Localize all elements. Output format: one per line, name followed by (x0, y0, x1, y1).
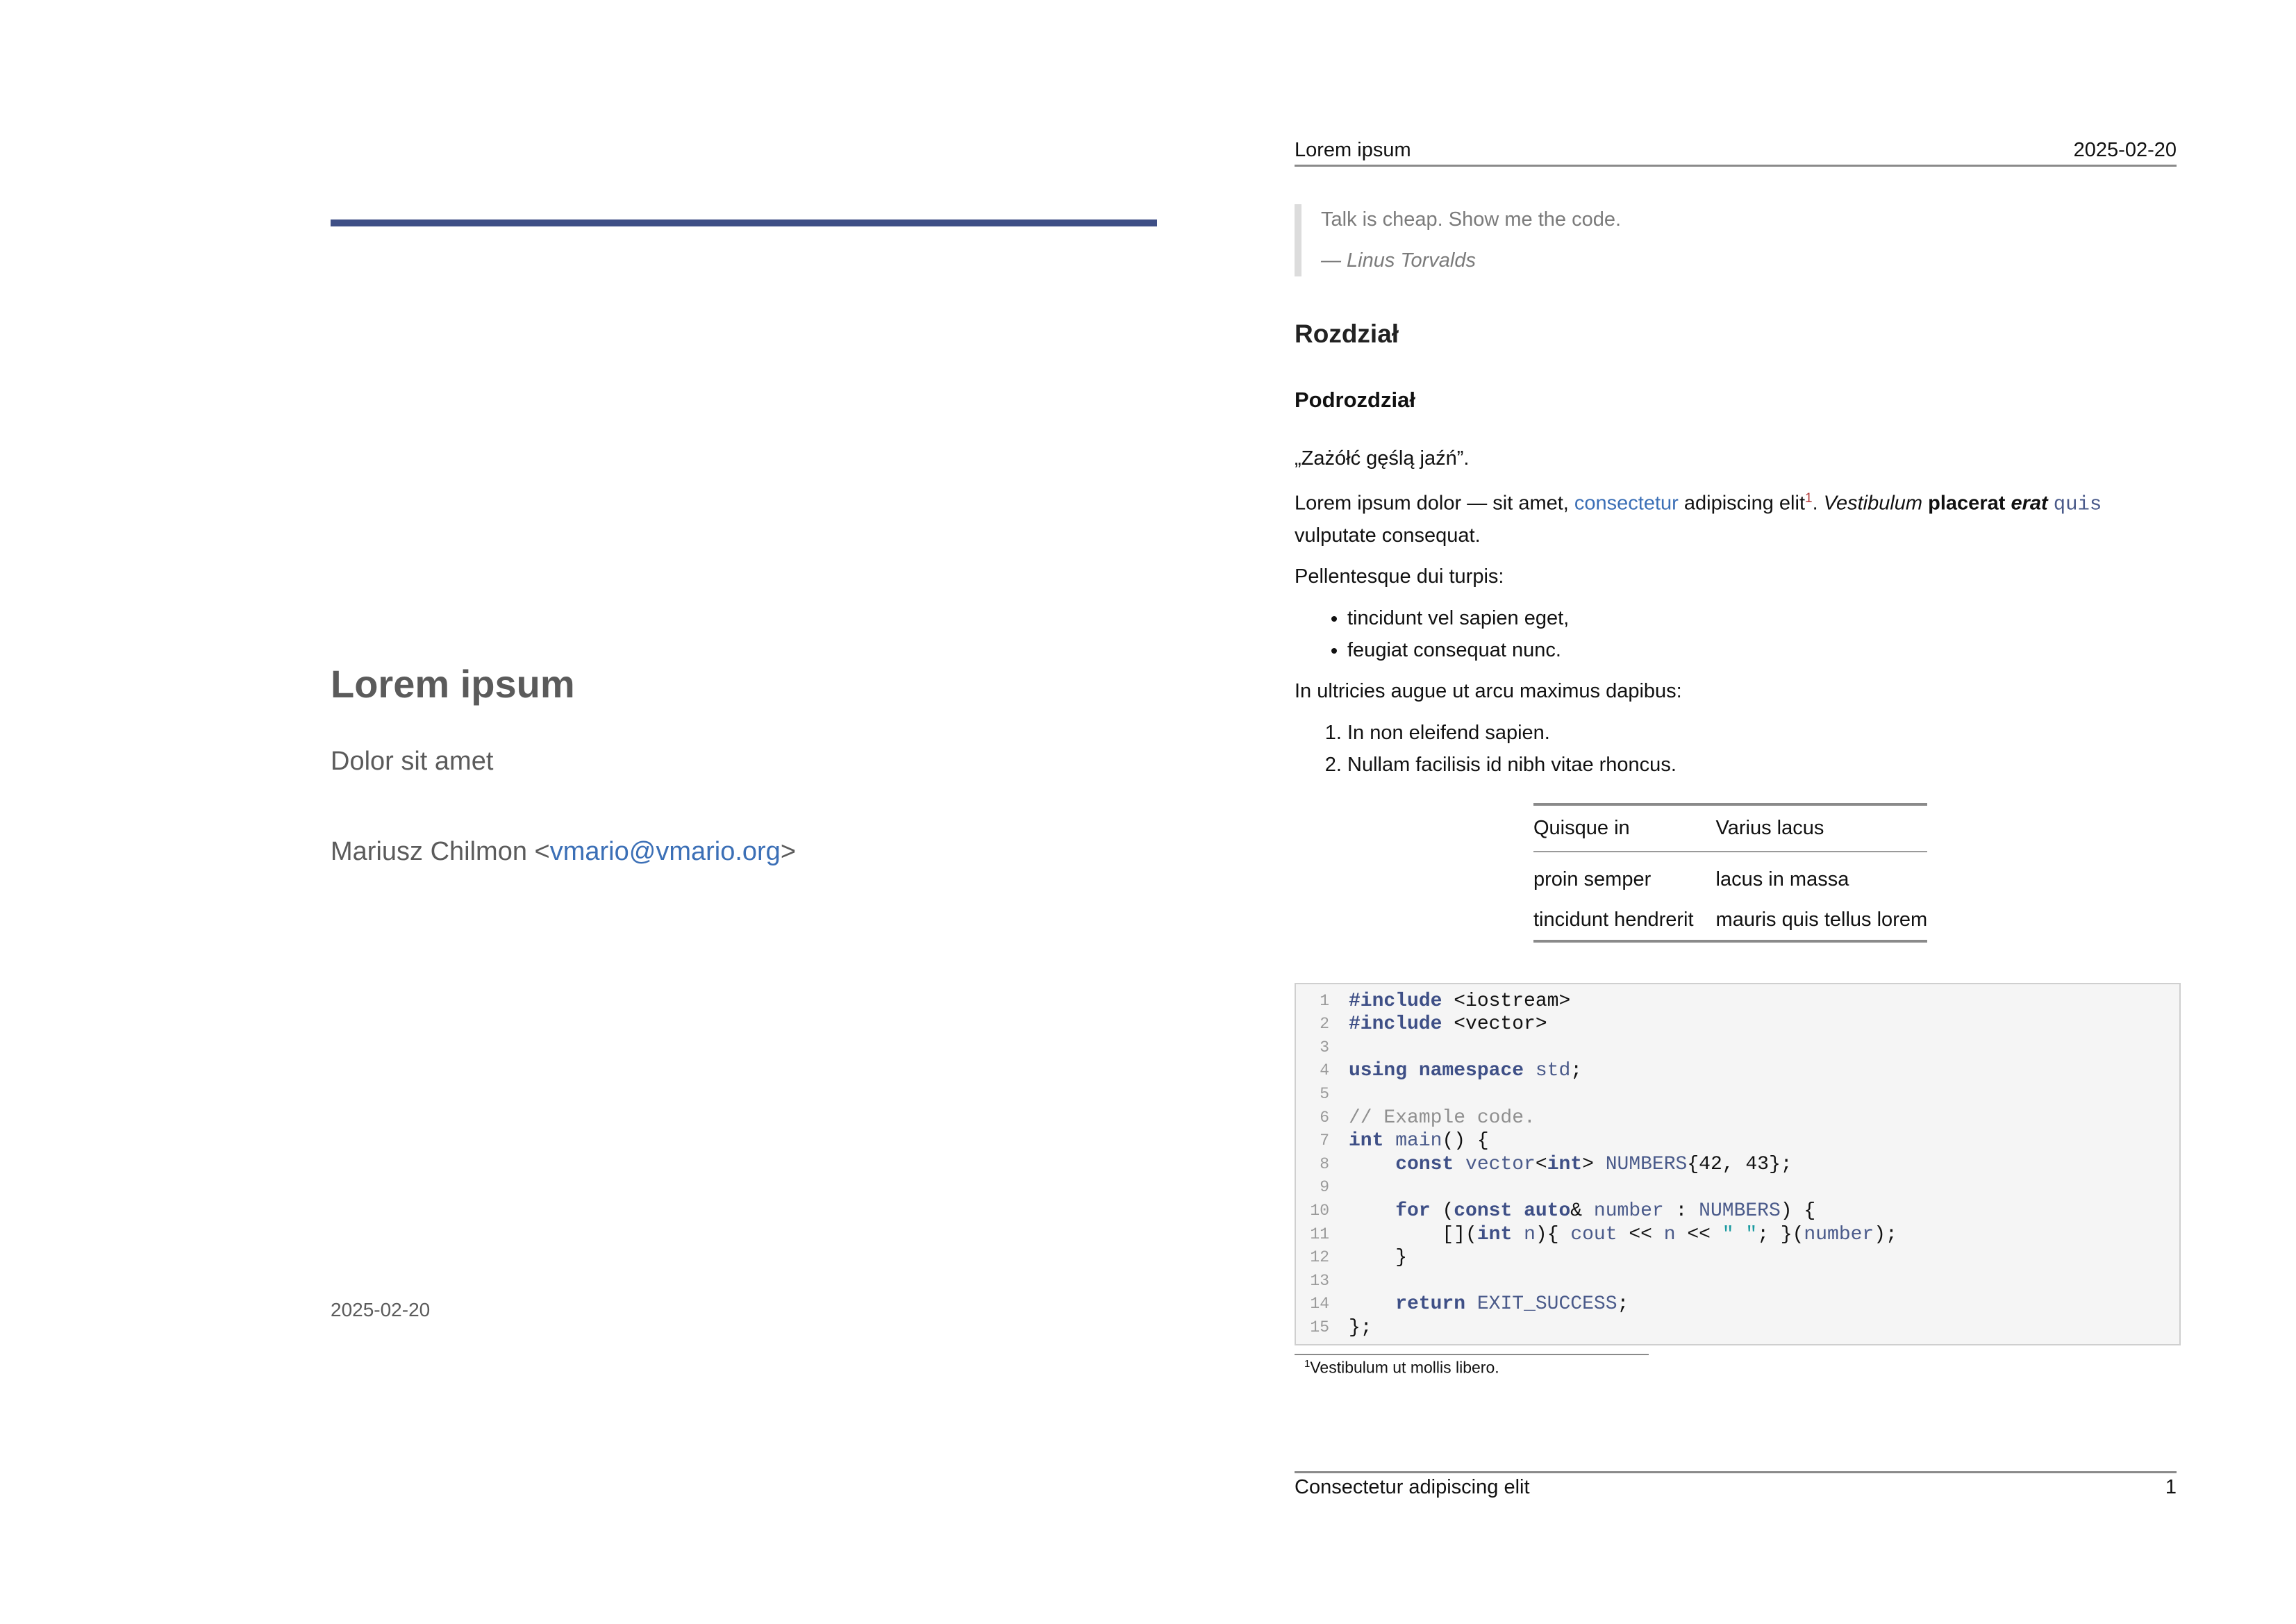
document-date: 2025-02-20 (331, 1299, 431, 1320)
code-text: int main() { (1349, 1130, 1489, 1152)
code-line (1296, 1013, 2179, 1036)
line-number: 8 (1320, 1154, 1329, 1173)
author-name: Mariusz Chilmon < (331, 837, 550, 866)
code-text: [](int n){ cout << n << " "; }(number); (1349, 1223, 1897, 1245)
content-page (1295, 139, 2177, 1377)
code-line (1296, 1246, 2179, 1270)
code-line (1296, 1223, 2179, 1247)
table-row (1533, 852, 1927, 900)
list-item: 2. Nullam facilisis id nibh vitae rhoncus. (1347, 749, 2177, 781)
line-number: 15 (1310, 1318, 1329, 1336)
document-title: Lorem ipsum (331, 662, 575, 706)
code-text: for (const auto& number : NUMBERS) { (1395, 1200, 1816, 1222)
line-number: 10 (1310, 1202, 1329, 1220)
code-text (1349, 1270, 1361, 1293)
list-item: 1. In non eleifend sapien. (1347, 717, 2177, 749)
list-item: • feugiat consequat nunc. (1347, 634, 2177, 666)
footnote (1295, 1358, 2177, 1377)
header-title: Lorem ipsum (1295, 139, 1411, 161)
line-number: 14 (1310, 1295, 1329, 1314)
document-subtitle: Dolor sit amet (331, 747, 494, 776)
footnote-reference[interactable]: 1 (1805, 491, 1813, 506)
page-footer (1295, 1471, 2177, 1499)
code-line (1296, 1316, 2179, 1340)
line-number: 6 (1320, 1108, 1329, 1127)
author-email-link[interactable]: vmario@vmario.org (549, 837, 781, 866)
numbered-list (1295, 717, 2177, 781)
code-line (1296, 1107, 2179, 1130)
code-text: using namespace std; (1349, 1060, 1583, 1082)
code-line (1296, 1153, 2179, 1177)
document-author (331, 837, 796, 867)
line-number: 2 (1320, 1015, 1329, 1034)
code-line (1296, 1059, 2179, 1083)
code-line (1296, 1036, 2179, 1060)
line-number: 1 (1320, 991, 1329, 1010)
page-header (1295, 139, 2177, 167)
footnote-text: Vestibulum ut mollis libero. (1310, 1358, 1499, 1377)
line-number: 9 (1320, 1178, 1329, 1197)
table-cell: tincidunt hendrerit (1533, 908, 1694, 931)
line-number: 5 (1320, 1085, 1329, 1104)
line-number: 11 (1310, 1225, 1329, 1243)
numbered-intro: In ultricies augue ut arcu maximus dapibus: (1295, 679, 1682, 702)
code-text: }; (1349, 1316, 1372, 1339)
bullet-list (1295, 602, 2177, 666)
body-paragraph: Lorem ipsum dolor — sit amet, consectetur adipiscing elit$^1$. Vestibulum placerat erat quis vulputate consequat. (1295, 491, 2102, 547)
code-text: // Example code. (1349, 1107, 1536, 1129)
list-item: • tincidunt vel sapien eget, (1347, 602, 2177, 634)
inline-code: quis (2053, 492, 2102, 516)
quote-attribution: — Linus Torvalds (1321, 249, 1476, 272)
code-text: #include <vector> (1349, 1013, 1547, 1036)
bullets-intro: Pellentesque dui turpis: (1295, 565, 1504, 588)
code-text (1349, 1083, 1361, 1107)
line-number: 13 (1310, 1271, 1329, 1290)
table-header-cell: Varius lacus (1716, 804, 1928, 852)
data-table (1533, 803, 1927, 943)
table-cell: lacus in massa (1715, 868, 1849, 890)
line-number: 3 (1320, 1038, 1329, 1057)
footer-title: Consectetur adipiscing elit (1295, 1476, 1530, 1498)
line-number: 7 (1320, 1132, 1329, 1150)
code-line (1296, 1083, 2179, 1107)
code-text: const vector<int> NUMBERS{42, 43}; (1395, 1153, 1792, 1175)
code-text (1349, 1036, 1361, 1060)
code-line (1296, 1270, 2179, 1293)
code-line (1296, 1293, 2179, 1316)
epigraph-quote (1295, 204, 2177, 276)
code-text: return EXIT_SUCCESS; (1395, 1293, 1629, 1316)
code-line (1296, 990, 2179, 1013)
table-row (1533, 900, 1927, 941)
author-email-close: > (780, 837, 797, 866)
footnote-rule (1295, 1354, 1649, 1355)
page-number: 1 (2165, 1476, 2177, 1498)
title-page-rule (331, 219, 1157, 226)
code-line (1296, 1200, 2179, 1223)
header-date: 2025-02-20 (2073, 139, 2177, 161)
footnote-mark: 1 (1304, 1357, 1311, 1370)
line-number: 4 (1320, 1061, 1329, 1080)
table-header-cell: Quisque in (1533, 804, 1716, 852)
consectetur-link[interactable]: consectetur (1574, 492, 1679, 515)
code-text: } (1349, 1247, 1408, 1269)
line-number: 12 (1310, 1248, 1329, 1267)
code-text (1349, 1176, 1361, 1200)
table-cell: proin semper (1533, 868, 1652, 890)
subsection-heading: Podrozdział (1295, 388, 1415, 412)
code-listing (1295, 983, 2181, 1345)
section-heading: Rozdział (1295, 320, 1399, 348)
code-line (1296, 1129, 2179, 1153)
quote-text: Talk is cheap. Show me the code. (1321, 208, 1622, 231)
code-text: #include <iostream> (1349, 990, 1571, 1012)
table-cell: mauris quis tellus lorem (1715, 908, 1928, 931)
pangram-paragraph: „Zażółć gęślą jaźń”. (1295, 447, 1470, 470)
code-line (1296, 1176, 2179, 1200)
